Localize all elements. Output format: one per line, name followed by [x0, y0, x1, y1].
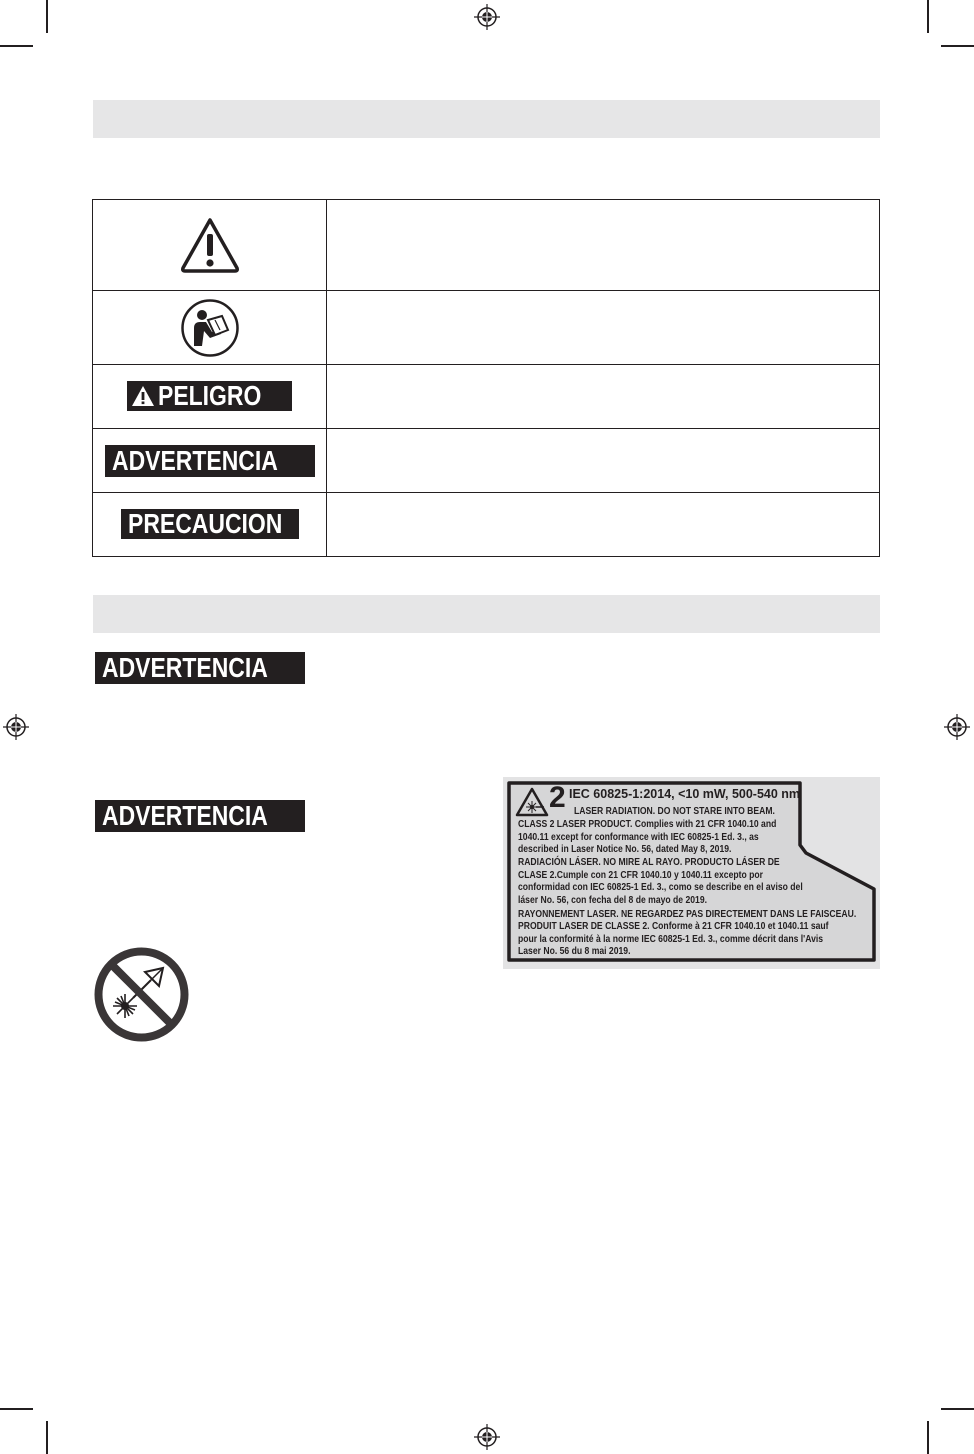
table-row — [93, 291, 880, 365]
label-text-line: 1040.11 except for conformance with IEC 60825-1 Ed. 3., as — [518, 831, 759, 843]
advertencia-warning-badge — [95, 800, 305, 832]
advertencia-warning-badge — [95, 652, 305, 684]
crop-mark — [927, 1421, 929, 1454]
label-text-line: CLASS 2 LASER PRODUCT. Complies with 21 CFR 1040.10 and — [518, 818, 777, 830]
crop-mark — [941, 45, 974, 47]
no-stare-into-beam-icon — [93, 946, 190, 1043]
registration-mark-icon — [943, 713, 971, 741]
text-cell — [327, 200, 880, 291]
crop-mark — [0, 1408, 33, 1410]
table-row — [93, 493, 880, 557]
laser-warning-label — [503, 777, 880, 969]
label-text-line: described in Laser Notice No. 56, dated May 8, 2019. — [518, 843, 732, 855]
text-cell — [327, 291, 880, 365]
safety-symbols-table — [92, 199, 880, 557]
precaucion-signal-badge — [121, 509, 299, 539]
label-text-line: LASER RADIATION. DO NOT STARE INTO BEAM. — [574, 805, 775, 817]
label-text-line: RADIACIÓN LÁSER. NO MIRE AL RAYO. PRODUCTO LÁSER DE — [518, 856, 780, 868]
peligro-signal-badge — [127, 381, 292, 411]
table-row — [93, 429, 880, 493]
registration-mark-icon — [473, 3, 501, 31]
table-row — [93, 200, 880, 291]
text-cell — [327, 429, 880, 493]
signal-word: ADVERTENCIA — [102, 652, 268, 683]
signal-word: ADVERTENCIA — [102, 800, 268, 831]
icon-cell — [93, 291, 327, 365]
advertencia-signal-badge — [105, 445, 315, 477]
text-cell — [327, 365, 880, 429]
laser-class-number: 2 — [549, 781, 566, 814]
laser-standard-line: IEC 60825-1:2014, <10 mW, 500-540 nm — [569, 787, 801, 801]
registration-mark-icon — [473, 1423, 501, 1451]
icon-cell — [93, 493, 327, 557]
icon-cell — [93, 429, 327, 493]
label-text-line: Laser No. 56 du 8 mai 2019. — [518, 945, 631, 957]
icon-cell — [93, 200, 327, 291]
read-manual-icon — [180, 298, 240, 358]
laser-hazard-icon — [515, 787, 549, 817]
label-text-line: conformidad con IEC 60825-1 Ed. 3., como se describe en el aviso del — [518, 881, 803, 893]
label-text-line: pour la conformité à la norme IEC 60825-1 Ed. 3., comme décrit dans l'Avis — [518, 933, 824, 945]
registration-mark-icon — [2, 713, 30, 741]
crop-mark — [0, 45, 33, 47]
signal-word: ADVERTENCIA — [111, 444, 278, 476]
section-header-bar — [93, 100, 880, 138]
table-row — [93, 365, 880, 429]
icon-cell — [93, 365, 327, 429]
section-header-bar — [93, 595, 880, 633]
warning-triangle-icon — [131, 385, 155, 407]
signal-word: PRECAUCION — [127, 509, 282, 539]
crop-mark — [46, 0, 48, 33]
label-text-line: láser No. 56, con fecha del 8 de mayo de 2019. — [518, 894, 708, 906]
label-text-line: RAYONNEMENT LASER. NE REGARDEZ PAS DIRECTEMENT DANS LE FAISCEAU. — [518, 908, 857, 920]
warning-triangle-icon — [179, 216, 241, 274]
label-text-line: CLASE 2.Cumple con 21 CFR 1040.10 y 1040.11 excepto por — [518, 869, 764, 881]
label-text-line: PRODUIT LASER DE CLASSE 2. Conforme à 21 CFR 1040.10 et 1040.11 sauf — [518, 920, 829, 932]
signal-word: PELIGRO — [157, 380, 262, 411]
crop-mark — [46, 1421, 48, 1454]
crop-mark — [941, 1408, 974, 1410]
text-cell — [327, 493, 880, 557]
crop-mark — [927, 0, 929, 33]
